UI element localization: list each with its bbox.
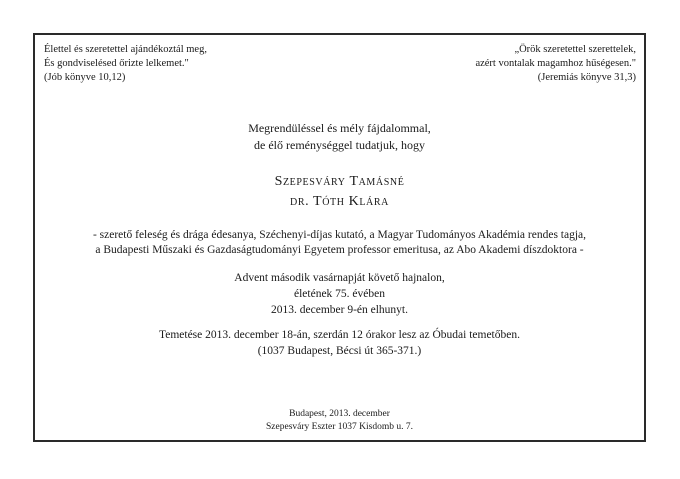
quote-right-line: azért vontalak magamhoz hűségesen." <box>475 58 636 69</box>
quote-left <box>44 43 207 85</box>
quote-right-source: (Jeremiás könyve 31,3) <box>537 72 636 83</box>
funeral-notice-line: Temetése 2013. december 18-án, szerdán 12 órakor lesz az Óbudai temetőben. <box>159 329 520 341</box>
funeral-address: (1037 Budapest, Bécsi út 365-371.) <box>257 345 422 357</box>
announcement-line: Megrendüléssel és mély fájdalommal, <box>248 121 431 135</box>
quote-left-line: És gondviselésed őrizte lelkemet." <box>44 58 189 69</box>
quote-right <box>475 43 636 85</box>
biography-line: a Budapesti Műszaki és Gazdaságtudományi Egyetem professor emeritusa, az Abo Akademi díszdoktora - <box>95 244 584 256</box>
biography <box>33 228 646 258</box>
announcement-line: de élő reménységgel tudatjuk, hogy <box>254 138 425 152</box>
quote-left-source: (Jób könyve 10,12) <box>44 72 126 83</box>
death-notice-line: 2013. december 9-én elhunyt. <box>271 304 408 316</box>
footer <box>33 408 646 434</box>
deceased-name: Szepesváry Tamásné <box>274 174 405 189</box>
funeral-notice <box>33 327 646 359</box>
quote-right-line: „Örök szeretettel szerettelek, <box>514 44 636 55</box>
deceased-maiden-name: dr. Tóth Klára <box>290 194 389 209</box>
footer-sender: Szepesváry Eszter 1037 Kisdomb u. 7. <box>266 422 413 432</box>
footer-place-date: Budapest, 2013. december <box>289 409 390 419</box>
deceased-name-block <box>33 172 646 212</box>
death-notice <box>33 270 646 318</box>
biography-line: - szerető feleség és drága édesanya, Széchenyi-díjas kutató, a Magyar Tudományos Akadémia rendes tagja, <box>92 229 587 241</box>
quote-left-line: Élettel és szeretettel ajándékoztál meg, <box>44 44 207 55</box>
death-notice-line: életének 75. évében <box>294 288 385 300</box>
death-notice-line: Advent második vasárnapját követő hajnalon, <box>234 272 445 284</box>
announcement <box>33 120 646 154</box>
